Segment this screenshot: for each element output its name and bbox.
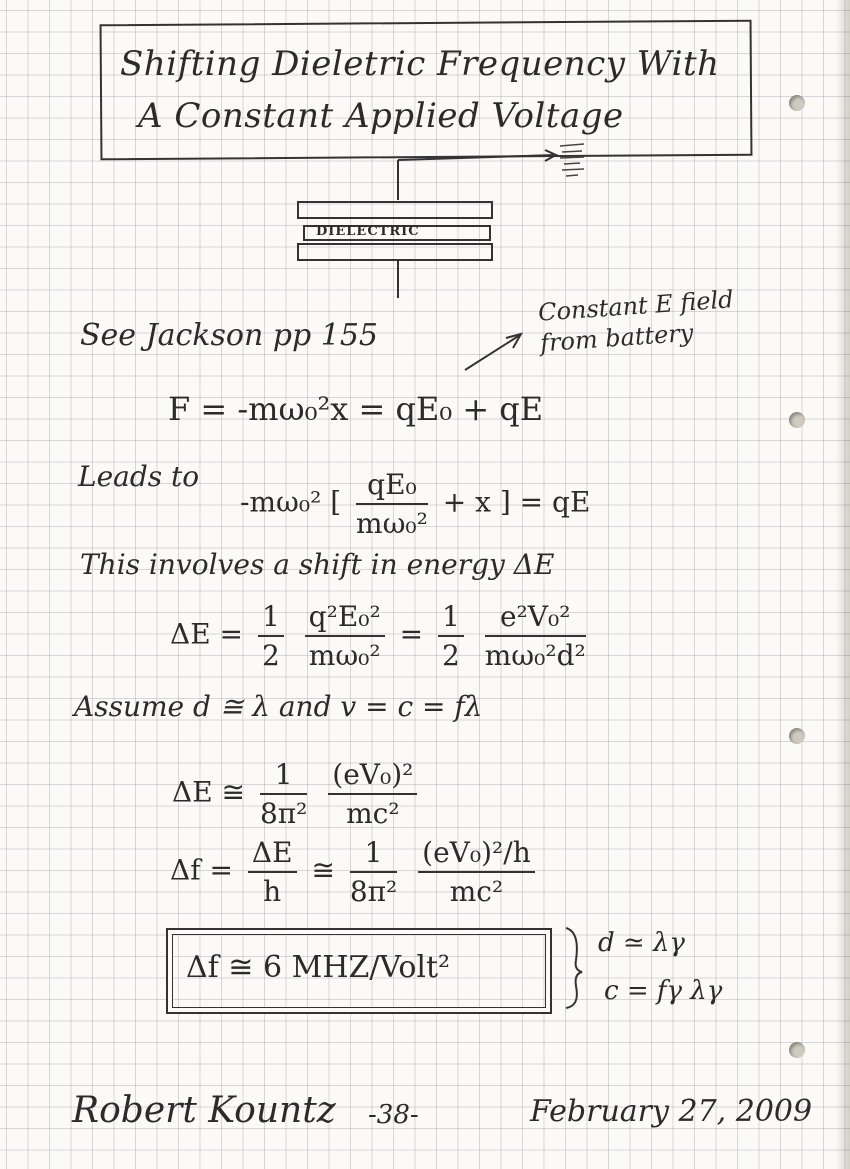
half-num-2: 1	[438, 600, 464, 637]
approx-sign: ≅	[311, 853, 335, 887]
one-num: 1	[260, 758, 307, 795]
leads-to-right: + x ] = qE	[442, 485, 591, 519]
approx-de-den: mc²	[346, 797, 400, 830]
force-equation: F = -mω₀²x = qE₀ + qE	[168, 390, 544, 428]
condition-1: d ≃ λγ	[598, 928, 685, 958]
approx-de-label: ΔE ≅	[172, 775, 246, 809]
leads-to-frac-den: mω₀²	[356, 507, 428, 540]
condition-2: c = fγ λγ	[604, 976, 723, 1006]
title-line-2: A Constant Applied Voltage	[138, 96, 624, 136]
title-line-1: Shifting Dieletric Frequency With	[120, 44, 720, 84]
de-over-h-num: ΔE	[248, 836, 297, 873]
df-num: (eV₀)²/h	[418, 836, 535, 873]
eight-pi-den-b: 8π²	[349, 875, 398, 908]
leads-to-frac-num: qE₀	[356, 468, 428, 505]
shift-text: This involves a shift in energy ΔE	[80, 548, 555, 581]
leads-to-label: Leads to	[78, 460, 200, 493]
author-signature: Robert Kountz	[72, 1090, 336, 1131]
half-num: 1	[258, 600, 284, 637]
reference-text: See Jackson pp 155	[80, 318, 379, 353]
one-num-b: 1	[350, 836, 397, 873]
eight-pi-den: 8π²	[259, 797, 308, 830]
dielectric-label: DIELECTRIC	[316, 224, 420, 239]
leads-to-left: -mω₀² [	[240, 485, 342, 519]
page-date: February 27, 2009	[530, 1094, 813, 1129]
half-den-2: 2	[442, 639, 460, 672]
equals-sign: =	[399, 617, 424, 651]
de-frac1-den: mω₀²	[308, 639, 381, 672]
df-label: Δf =	[170, 853, 233, 887]
annotation-line-1: Constant E field	[537, 285, 735, 327]
half-den: 2	[261, 639, 280, 672]
assume-text: Assume d ≅ λ and v = c = fλ	[74, 690, 483, 723]
result-text: Δf ≅ 6 MHZ/Volt²	[186, 950, 451, 985]
page-number: -38-	[368, 1100, 419, 1130]
df-den: mc²	[449, 875, 504, 908]
delta-e-label: ΔE =	[170, 617, 244, 651]
de-frac2-num: e²V₀²	[485, 600, 586, 637]
annotation-line-2: from battery	[539, 318, 695, 358]
approx-de-num: (eV₀)²	[328, 758, 417, 795]
de-frac2-den: mω₀²d²	[484, 639, 586, 672]
de-frac1-num: q²E₀²	[305, 600, 385, 637]
de-over-h-den: h	[263, 875, 282, 908]
